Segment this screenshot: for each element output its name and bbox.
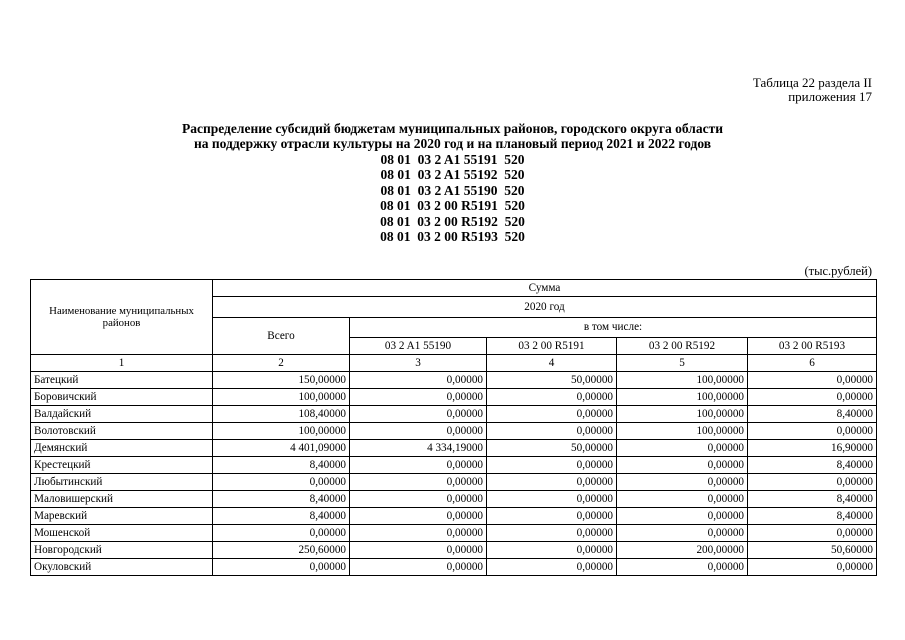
amount-cell: 0,00000 [487, 474, 617, 491]
amount-cell: 0,00000 [487, 457, 617, 474]
amount-cell: 0,00000 [350, 406, 487, 423]
district-name-cell: Окуловский [31, 559, 213, 576]
amount-cell: 0,00000 [350, 559, 487, 576]
amount-cell: 250,60000 [213, 542, 350, 559]
column-number: 6 [748, 355, 877, 372]
amount-cell: 0,00000 [748, 474, 877, 491]
title-line2: на поддержку отрасли культуры на 2020 год и на плановый период 2021 и 2022 годов [193, 136, 712, 151]
amount-cell: 0,00000 [213, 559, 350, 576]
table-row [31, 474, 877, 491]
amount-cell: 50,00000 [487, 440, 617, 457]
amount-cell: 8,40000 [748, 491, 877, 508]
header-sum: Сумма [213, 280, 877, 297]
title-line1: Распределение субсидий бюджетам муниципальных районов, городского округа области [181, 121, 724, 136]
district-name-cell: Волотовский [31, 423, 213, 440]
header-code-col: 03 2 00 R5191 [487, 338, 617, 355]
amount-cell: 0,00000 [617, 508, 748, 525]
header-total: Всего [213, 318, 350, 355]
district-name-cell: Мошенской [31, 525, 213, 542]
table-row [31, 508, 877, 525]
amount-cell: 100,00000 [213, 389, 350, 406]
amount-cell: 4 401,09000 [213, 440, 350, 457]
budget-code: 08 01 03 2 00 R5193 520 [380, 229, 525, 245]
district-name-cell: Маловишерский [31, 491, 213, 508]
amount-cell: 0,00000 [350, 491, 487, 508]
amount-cell: 100,00000 [617, 372, 748, 389]
subsidy-table [30, 279, 877, 576]
amount-cell: 0,00000 [617, 559, 748, 576]
district-name-cell: Боровичский [31, 389, 213, 406]
table-row [31, 559, 877, 576]
header-including: в том числе: [350, 318, 877, 338]
budget-code: 08 01 03 2 00 R5192 520 [380, 213, 525, 229]
amount-cell: 0,00000 [617, 440, 748, 457]
table-row [31, 423, 877, 440]
amount-cell: 150,00000 [213, 372, 350, 389]
amount-cell: 50,00000 [487, 372, 617, 389]
district-name-cell: Маревский [31, 508, 213, 525]
amount-cell: 0,00000 [617, 491, 748, 508]
amount-cell: 0,00000 [350, 423, 487, 440]
amount-cell: 0,00000 [350, 525, 487, 542]
amount-cell: 0,00000 [617, 474, 748, 491]
amount-cell: 0,00000 [748, 389, 877, 406]
column-number: 4 [487, 355, 617, 372]
amount-cell: 0,00000 [748, 525, 877, 542]
district-name-cell: Новгородский [31, 542, 213, 559]
amount-cell: 100,00000 [617, 406, 748, 423]
table-row [31, 406, 877, 423]
district-name-cell: Крестецкий [31, 457, 213, 474]
amount-cell: 0,00000 [748, 423, 877, 440]
table-reference-line1: Таблица 22 раздела II [752, 75, 872, 90]
amount-cell: 0,00000 [617, 525, 748, 542]
amount-cell: 100,00000 [213, 423, 350, 440]
document-title [0, 121, 905, 151]
amount-cell: 8,40000 [748, 508, 877, 525]
amount-cell: 0,00000 [213, 474, 350, 491]
budget-code: 08 01 03 2 A1 55191 520 [380, 152, 525, 167]
amount-cell: 100,00000 [617, 389, 748, 406]
district-name-cell: Батецкий [31, 372, 213, 389]
amount-cell: 108,40000 [213, 406, 350, 423]
table-row [31, 457, 877, 474]
amount-cell: 0,00000 [487, 542, 617, 559]
budget-code: 08 01 03 2 00 R5191 520 [380, 198, 525, 214]
amount-cell: 4 334,19000 [350, 440, 487, 457]
table-row [31, 491, 877, 508]
amount-cell: 8,40000 [748, 406, 877, 423]
amount-cell: 0,00000 [487, 559, 617, 576]
budget-codes [0, 152, 905, 244]
amount-cell: 50,60000 [748, 542, 877, 559]
column-number: 5 [617, 355, 748, 372]
budget-code: 08 01 03 2 A1 55190 520 [380, 182, 525, 198]
table-reference-line2: приложения 17 [788, 89, 872, 104]
amount-cell: 16,90000 [748, 440, 877, 457]
amount-cell: 0,00000 [748, 372, 877, 389]
column-number: 2 [213, 355, 350, 372]
amount-cell: 0,00000 [487, 491, 617, 508]
district-name-cell: Валдайский [31, 406, 213, 423]
amount-cell: 8,40000 [748, 457, 877, 474]
units-label: (тыс.рублей) [804, 264, 872, 278]
amount-cell: 8,40000 [213, 508, 350, 525]
amount-cell: 0,00000 [350, 457, 487, 474]
amount-cell: 0,00000 [487, 423, 617, 440]
amount-cell: 0,00000 [487, 508, 617, 525]
amount-cell: 0,00000 [350, 542, 487, 559]
header-code-col: 03 2 00 R5193 [748, 338, 877, 355]
amount-cell: 0,00000 [350, 508, 487, 525]
column-number: 3 [350, 355, 487, 372]
table-body [31, 372, 877, 576]
table-row [31, 440, 877, 457]
column-number-row [31, 355, 877, 372]
amount-cell: 0,00000 [487, 389, 617, 406]
amount-cell: 0,00000 [487, 525, 617, 542]
header-year: 2020 год [213, 297, 877, 318]
table-row [31, 525, 877, 542]
table-row [31, 372, 877, 389]
table-reference [753, 76, 872, 104]
amount-cell: 200,00000 [617, 542, 748, 559]
amount-cell: 0,00000 [487, 406, 617, 423]
amount-cell: 0,00000 [350, 389, 487, 406]
district-name-cell: Любытинский [31, 474, 213, 491]
amount-cell: 0,00000 [350, 372, 487, 389]
amount-cell: 8,40000 [213, 457, 350, 474]
header-district-name: Наименование муниципальных районов [31, 280, 213, 355]
column-number: 1 [31, 355, 213, 372]
amount-cell: 100,00000 [617, 423, 748, 440]
amount-cell: 0,00000 [350, 474, 487, 491]
header-code-col: 03 2 A1 55190 [350, 338, 487, 355]
budget-code: 08 01 03 2 A1 55192 520 [380, 167, 525, 183]
amount-cell: 0,00000 [213, 525, 350, 542]
table-row [31, 542, 877, 559]
district-name-cell: Демянский [31, 440, 213, 457]
header-code-col: 03 2 00 R5192 [617, 338, 748, 355]
amount-cell: 0,00000 [617, 457, 748, 474]
amount-cell: 8,40000 [213, 491, 350, 508]
table-row [31, 389, 877, 406]
amount-cell: 0,00000 [748, 559, 877, 576]
